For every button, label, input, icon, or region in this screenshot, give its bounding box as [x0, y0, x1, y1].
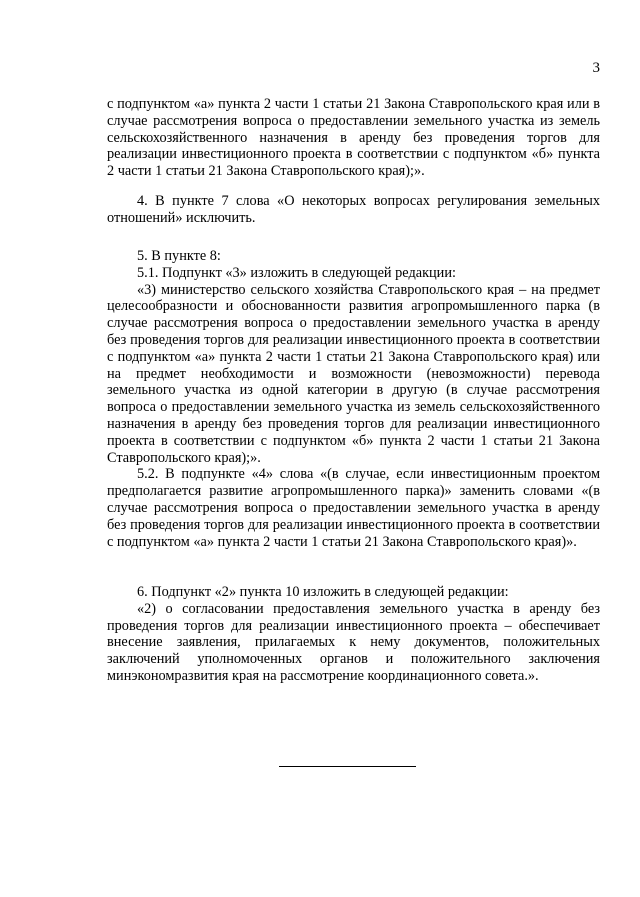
- paragraph-block-item-6: [107, 584, 600, 685]
- closing-divider-line: [279, 766, 416, 767]
- paragraph-block-item-5: [107, 248, 600, 550]
- paragraph-item-5-1: 5.1. Подпункт «3» изложить в следующей редакции:: [137, 264, 456, 281]
- page-number: 3: [592, 60, 600, 76]
- paragraph-continuation: с подпунктом «а» пункта 2 части 1 статьи 21 Закона Ставропольского края или в случае рассмотрения вопроса о предоставлении земельного участка из земель сельскохозяйственного назначения в аренду без проведения торгов для реализации инвестиционного проекта в соответствии с подпунктом «б» пункта 2 части 1 статьи 21 Закона Ставропольского края);».: [107, 96, 600, 180]
- paragraph-item-5-heading: 5. В пункте 8:: [137, 248, 221, 264]
- paragraph-item-4: 4. В пункте 7 слова «О некоторых вопросах регулирования земельных отношений» исключить.: [107, 193, 600, 226]
- paragraph-item-5-1-text: «3) министерство сельского хозяйства Ставропольского края – на предмет целесообразности и обоснованности развития агропромышленного парка (в случае рассмотрения вопроса о предоставлении земельного участка в аренду без проведения торгов для реализации инвестиционного проекта в соответствии с подпунктом «а» пункта 2 части 1 статьи 21 Закона Ставропольского края) или на предмет необходимости и возможности (невозможности) перевода земельного участка из одной категории в другую (в случае рассмотрения вопроса о предоставлении земельного участка из земель сельскохозяйственного назначения в аренду без проведения торгов для реализации инвестиционного проекта в соответствии с подпунктом «б» пункта 2 части 1 статьи 21 Закона Ставропольского края);».: [107, 281, 600, 466]
- paragraph-block-continuation: [107, 96, 600, 180]
- paragraph-item-5-2: 5.2. В подпункте «4» слова «(в случае, если инвестиционным проектом предполагается развитие агропромышленного парка)» заменить словами «(в случае рассмотрения вопроса о предоставлении земельного участка в аренду без проведения торгов для реализации инвестиционного проекта в соответствии с подпунктом «а» пункта 2 части 1 статьи 21 Закона Ставропольского края)».: [107, 466, 600, 550]
- paragraph-item-6-text: «2) о согласовании предоставления земельного участка в аренду без проведения торгов для реализации инвестиционного проекта – обеспечивает внесение заявления, прилагаемых к нему документов, положительных заключений уполномоченных органов и положительного заключения минэкономразвития края на рассмотрение координационного совета.».: [107, 600, 600, 684]
- paragraph-item-6: 6. Подпункт «2» пункта 10 изложить в следующей редакции:: [137, 584, 509, 600]
- paragraph-block-item-4: [107, 193, 600, 227]
